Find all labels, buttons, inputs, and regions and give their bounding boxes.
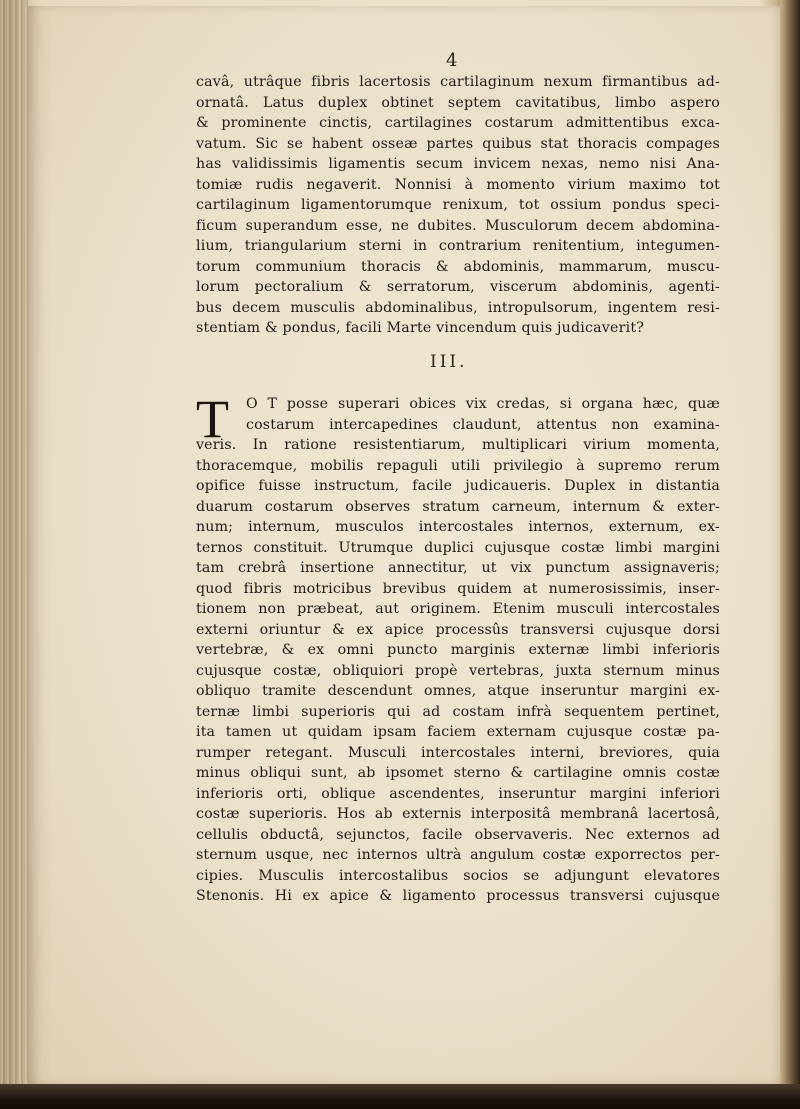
text-line: num; internum, musculos intercostales internos, externum, ex- — [196, 519, 720, 535]
text-line: lium, triangularium sterni in contrarium renitentium, integumen- — [196, 238, 720, 254]
text-line: cellulis obductâ, sejunctos, facile observaveris. Nec externos ad — [196, 826, 720, 843]
text-line: stentiam & pondus, facili Marte vincendum quis judicaverit? — [196, 320, 645, 336]
text-line: ficum superandum esse, ne dubites. Musculorum decem abdomina- — [196, 217, 720, 234]
text-line: costæ superioris. Hos ab externis interpositâ membranâ lacertosâ, — [196, 806, 720, 822]
text-line: inferioris orti, oblique ascendentes, inseruntur margini inferiori — [196, 785, 720, 802]
text-line: Stenonis. Hi ex apice & ligamento processus transversi cujusque — [196, 888, 720, 904]
text-line: has validissimis ligamentis secum invicem nexas, nemo nisi Ana- — [196, 156, 720, 172]
text-line: thoracemque, mobilis repaguli utili privilegio à supremo rerum — [196, 457, 720, 474]
text-line: vatum. Sic se habent osseæ partes quibus stat thoracis compages — [196, 135, 720, 152]
text-line: tionem non præbeat, aut originem. Etenim musculi intercostales — [196, 601, 720, 617]
text-line: torum communium thoracis & abdominis, mammarum, muscu- — [196, 258, 720, 275]
paragraph-1 — [196, 72, 720, 339]
text-line: veris. In ratione resistentiarum, multiplicari virium momenta, — [196, 437, 720, 453]
text-line: costarum intercapedines claudunt, attentus non examina- — [246, 416, 720, 433]
text-line: cujusque costæ, obliquiori propè vertebras, juxta sternum minus — [196, 662, 720, 679]
text-line: O T posse superari obices vix credas, si organa hæc, quæ — [246, 396, 720, 412]
text-line: cavâ, utrâque fibris lacertosis cartilaginum nexum firmantibus ad- — [196, 74, 720, 90]
text-line: ternos constituit. Utrumque duplici cujusque costæ limbi margini — [196, 539, 720, 556]
section-heading: III. — [430, 352, 468, 372]
text-line: tomiæ rudis negaverit. Nonnisi à momento virium maximo tot — [196, 176, 720, 193]
text-line: ornatâ. Latus duplex obtinet septem cavitatibus, limbo aspero — [196, 94, 720, 111]
text-line: rumper retegant. Musculi intercostales interni, breviores, quia — [196, 744, 720, 761]
text-line: obliquo tramite descendunt omnes, atque inseruntur margini ex- — [196, 683, 720, 699]
text-line: quod fibris motricibus brevibus quidem at numerosissimis, inser- — [196, 580, 720, 597]
text-line: bus decem musculis abdominalibus, intropulsorum, ingentem resi- — [196, 299, 720, 316]
text-line: ita tamen ut quidam ipsam faciem externam cujusque costæ pa- — [196, 724, 720, 740]
text-line: lorum pectoralium & serratorum, viscerum abdominis, agenti- — [196, 279, 720, 295]
text-line: duarum costarum observes stratum carneum, internum & exter- — [196, 498, 720, 515]
text-line: minus obliqui sunt, ab ipsomet sterno & cartilagine omnis costæ — [196, 765, 720, 781]
text-line: & prominente cinctis, cartilagines costarum admittentibus exca- — [196, 115, 720, 131]
paragraph-2 — [196, 389, 720, 907]
page-number: 4 — [446, 50, 458, 71]
drop-cap-letter: T — [196, 389, 229, 449]
text-line: ternæ limbi superioris qui ad costam infrà sequentem pertinet, — [196, 703, 720, 720]
text-line: cipies. Musculis intercostalibus socios se adjungunt elevatores — [196, 867, 720, 884]
text-line: externi oriuntur & ex apice processûs transversi cujusque dorsi — [196, 621, 720, 638]
book-right-edge — [780, 0, 800, 1084]
scan-bottom-edge — [0, 1084, 800, 1109]
text-line: tam crebrâ insertione annectitur, ut vix punctum assignaveris; — [196, 560, 720, 576]
text-line: opifice fuisse instructum, facile judicaueris. Duplex in distantia — [196, 478, 720, 494]
book-spine-edge — [0, 0, 28, 1109]
text-line: vertebræ, & ex omni puncto marginis externæ limbi inferioris — [196, 642, 720, 658]
text-line: sternum usque, nec internos ultrà angulum costæ exporrectos per- — [196, 847, 720, 863]
text-line: cartilaginum ligamentorumque renixum, tot ossium pondus speci- — [196, 197, 720, 213]
